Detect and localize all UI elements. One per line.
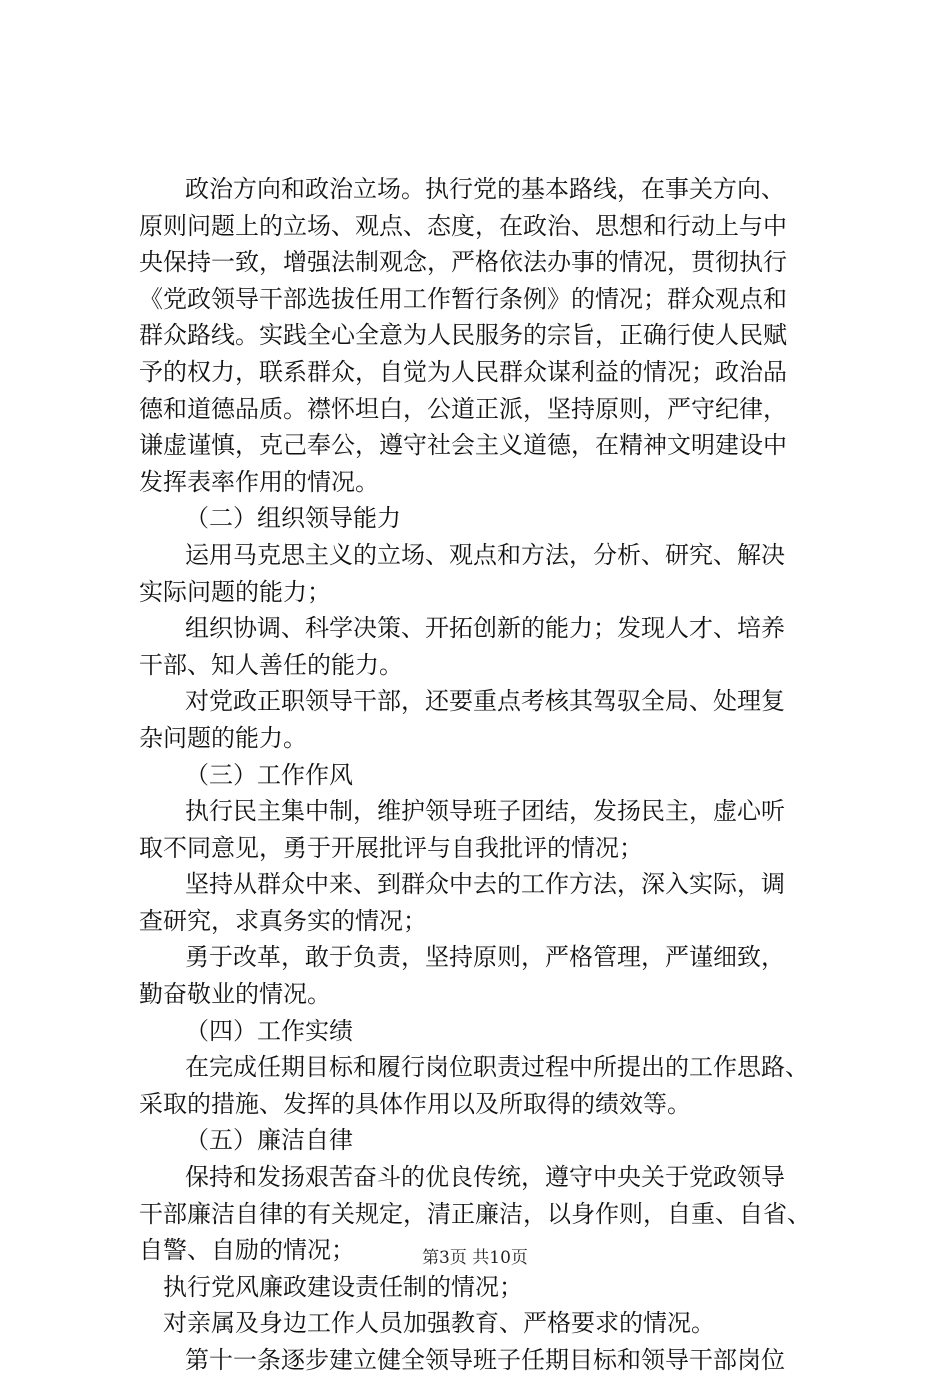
page-number-footer: 第3页 共10页 (422, 1248, 528, 1268)
document-line: 政治方向和政治立场。执行党的基本路线，在事关方向、 (185, 175, 785, 203)
document-line: 干部、知人善任的能力。 (139, 650, 403, 679)
document-line: 对党政正职领导干部，还要重点考核其驾驭全局、处理复 (185, 687, 785, 716)
document-line: 坚持从群众中来、到群众中去的工作方法，深入实际，调 (185, 870, 785, 899)
document-line: 运用马克思主义的立场、观点和方法，分析、研究、解决 (185, 540, 785, 569)
document-line: 予的权力，联系群众，自觉为人民群众谋利益的情况；政治品 (139, 357, 787, 386)
document-line: 组织协调、科学决策、开拓创新的能力；发现人才、培养 (185, 614, 785, 643)
document-line: 保持和发扬艰苦奋斗的优良传统，遵守中央关于党政领导 (185, 1163, 785, 1192)
document-line: 原则问题上的立场、观点、态度，在政治、思想和行动上与中 (139, 211, 787, 240)
document-body (139, 171, 839, 1379)
document-line: 发挥表率作用的情况。 (139, 467, 379, 496)
document-line: 自警、自励的情况； (139, 1236, 355, 1265)
document-line: （三）工作作风 (185, 760, 353, 789)
document-line: 勇于改革，敢于负责，坚持原则，严格管理，严谨细致， (185, 943, 785, 972)
document-line: （五）廉洁自律 (185, 1126, 353, 1155)
document-line: 干部廉洁自律的有关规定，清正廉洁，以身作则，自重、自省、 (139, 1199, 811, 1228)
document-line: 勤奋敬业的情况。 (139, 980, 331, 1009)
document-line: 第十一条逐步建立健全领导班子任期目标和领导干部岗位 (185, 1346, 785, 1374)
document-line: 执行党风廉政建设责任制的情况； (163, 1272, 523, 1301)
document-line: 实际问题的能力； (139, 577, 331, 606)
document-line: 对亲属及身边工作人员加强教育、严格要求的情况。 (163, 1309, 715, 1338)
document-line: 采取的措施、发挥的具体作用以及所取得的绩效等。 (139, 1089, 691, 1118)
document-line: （四）工作实绩 (185, 1016, 353, 1045)
document-line: 查研究，求真务实的情况； (139, 906, 427, 935)
document-line: 谦虚谨慎，克己奉公，遵守社会主义道德，在精神文明建设中 (139, 431, 787, 460)
document-line: 群众路线。实践全心全意为人民服务的宗旨，正确行使人民赋 (139, 321, 787, 350)
document-line: 取不同意见，勇于开展批评与自我批评的情况； (139, 833, 643, 862)
document-line: （二）组织领导能力 (185, 504, 401, 533)
document-line: 在完成任期目标和履行岗位职责过程中所提出的工作思路、 (185, 1053, 809, 1082)
document-line: 央保持一致，增强法制观念，严格依法办事的情况，贯彻执行 (139, 248, 787, 277)
document-line: 德和道德品质。襟怀坦白，公道正派，坚持原则，严守纪律， (139, 394, 787, 423)
document-line: 杂问题的能力。 (139, 723, 307, 752)
document-line: 《党政领导干部选拔任用工作暂行条例》的情况；群众观点和 (139, 284, 787, 313)
document-line: 执行民主集中制，维护领导班子团结，发扬民主，虚心听 (185, 797, 785, 826)
